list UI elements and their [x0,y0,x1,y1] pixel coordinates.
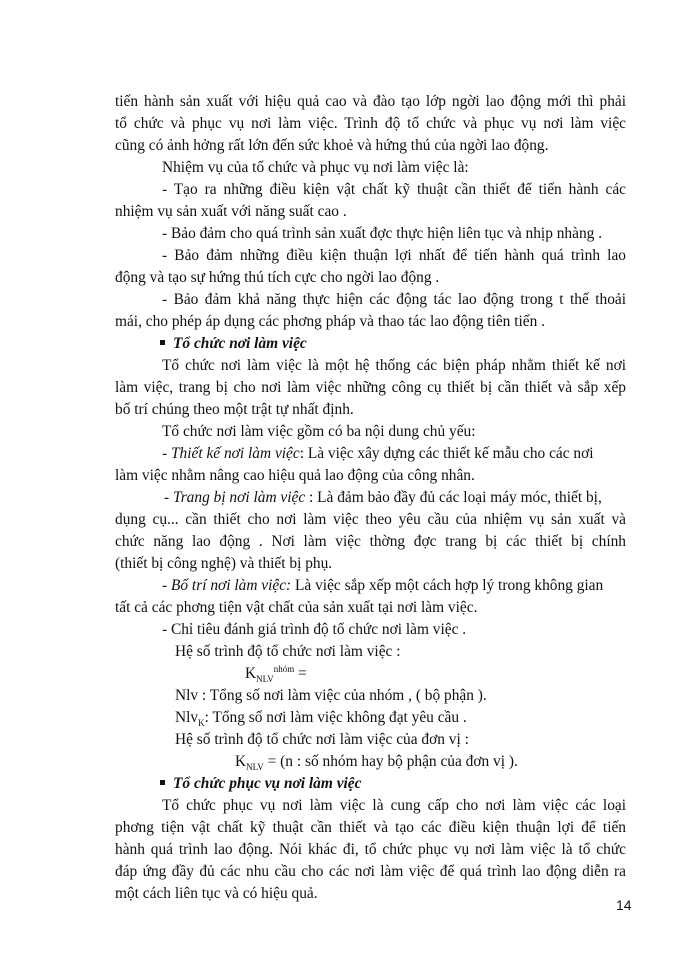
dash: - [162,577,171,594]
formula-definition: Nlv : Tổng số nơi làm việc của nhóm , ( bộ phận ). [175,687,487,704]
list-item-line: - Tạo ra những điều kiện vật chất kỹ thuật cần thiết để tiến hành các [162,181,626,198]
paragraph-line: dụng cụ... cần thiết cho nơi làm việc theo yêu cầu của nhiệm vụ sản xuất và [115,511,626,528]
formula [245,664,307,684]
dash: - [162,445,171,462]
formula-rest: = (n : số nhóm hay bộ phận của đơn vị ). [263,753,518,770]
list-item-line: - Bảo đảm cho quá trình sản xuất đợc thực hiện liên tục và nhịp nhàng . [162,225,603,242]
definition-text: Là việc sắp xếp một cách hợp lý trong không gian [291,577,604,594]
page-number: 14 [616,897,632,913]
term-italic: Bố trí nơi làm việc: [170,577,292,594]
formula-var-desc: : Tổng số nơi làm việc không đạt yêu cầu . [204,709,467,726]
formula-equals: = [294,665,307,682]
formula-subscript: K [198,718,205,729]
list-item-line: làm việc nhằm nâng cao hiệu quả lao động của công nhân. [115,467,475,484]
paragraph-line: tổ chức và phục vụ nơi làm việc. Trình độ tổ chức và phục vụ nơi làm việc [115,115,626,132]
list-item-line: mái, cho phép áp dụng các phơng pháp và thao tác lao động tiên tiến . [115,313,545,330]
list-item-line [164,488,602,508]
definition-text: : Là việc xây dựng các thiết kế mẫu cho các nơi [299,445,594,462]
formula-label: Hệ số trình độ tổ chức nơi làm việc của đơn vị : [175,731,469,748]
bullet-square-icon [160,780,165,785]
list-item-line [162,576,603,596]
term-italic: Thiết kế nơi làm việc [170,445,300,462]
paragraph-line: Tổ chức nơi làm việc là một hệ thống các biện pháp nhằm thiết kế nơi [162,357,626,374]
formula [235,752,518,772]
paragraph-line: bố trí chúng theo một trật tự nhất định. [115,401,354,418]
term-italic: Trang bị nơi làm việc [172,489,306,506]
paragraph-line: phơng tiện vật chất kỹ thuật cần thiết và tạo các điều kiện thuận lợi để tiến [115,819,626,836]
paragraph-line: Tổ chức phục vụ nơi làm việc là cung cấp cho nơi làm việc các loại [162,797,626,814]
dash: - [164,489,173,506]
formula-subscript: NLV [246,762,264,773]
section-heading [160,334,307,354]
definition-text: : Là đảm bảo đầy đủ các loại máy móc, thiết bị, [305,489,602,506]
paragraph-line: cũng có ảnh hởng rất lớn đến sức khoẻ và hứng thú của ngời lao động. [115,137,549,154]
paragraph-line: đáp ứng đầy đủ các nhu cầu cho các nơi làm việc để quá trình lao động diễn ra [115,863,626,880]
formula-label: Hệ số trình độ tổ chức nơi làm việc : [175,643,401,660]
paragraph-line: chức năng lao động . Nơi làm việc thờng đợc trang bị các thiết bị chính [115,533,626,550]
paragraph-line: một cách liên tục và có hiệu quả. [115,885,318,902]
paragraph-line: tất cả các phơng tiện vật chất của sản xuất tại nơi làm việc. [115,599,478,616]
formula-var: Nlv [175,709,199,726]
list-item-line: - Chỉ tiêu đánh giá trình độ tổ chức nơi làm việc . [162,621,467,638]
paragraph-line: (thiết bị công nghệ) và thiết bị phụ. [115,555,333,572]
formula-k: K [245,665,257,682]
section-heading-text: Tổ chức nơi làm việc [173,335,307,352]
formula-definition [175,708,467,728]
list-item-line: - Bảo đảm khả năng thực hiện các động tác lao động trong t thế thoải [162,291,626,308]
section-heading [160,774,361,794]
list-item-line: động và tạo sự hứng thú tích cực cho ngời lao động . [115,269,440,286]
section-heading-text: Tổ chức phục vụ nơi làm việc [173,775,362,792]
bullet-square-icon [160,340,165,345]
list-item-line: nhiệm vụ sản xuất với năng suất cao . [115,203,347,220]
paragraph-line: hành quá trình lao động. Nói khác đi, tổ chức phục vụ nơi làm việc là tổ chức [115,841,626,858]
paragraph-line: Nhiệm vụ của tổ chức và phục vụ nơi làm việc là: [162,159,469,176]
list-item-line: - Bảo đảm những điều kiện thuận lợi nhất để tiến hành quá trình lao [162,247,626,264]
formula-superscript: nhóm [273,663,295,674]
formula-k: K [235,753,247,770]
formula-subscript: NLV [256,674,274,685]
paragraph-line: Tổ chức nơi làm việc gồm có ba nội dung chủ yếu: [162,423,476,440]
paragraph-line: tiến hành sản xuất với hiệu quả cao và đào tạo lớp ngời lao động mới thì phải [115,93,626,110]
list-item-line [162,444,594,464]
paragraph-line: làm việc, trang bị cho nơi làm việc những công cụ thiết bị cần thiết và sắp xếp [115,379,626,396]
